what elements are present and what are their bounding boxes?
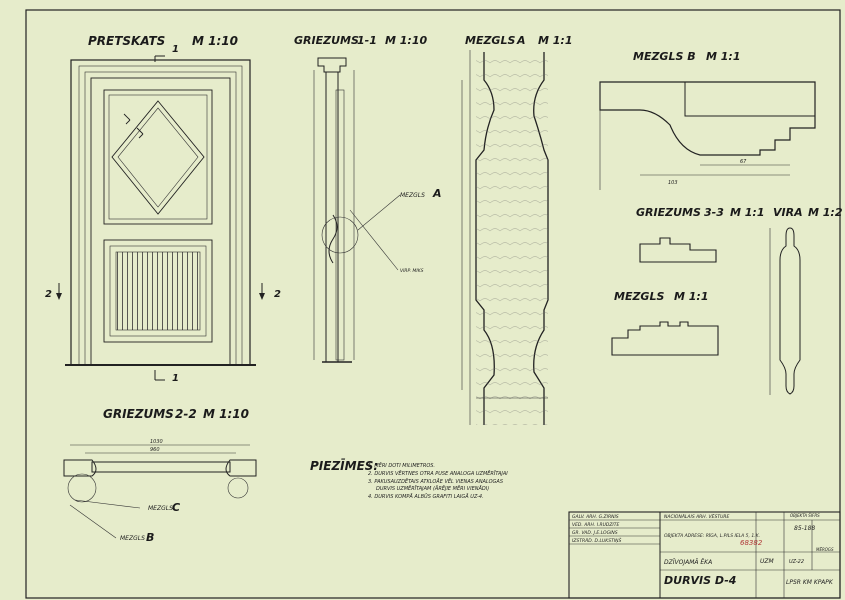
diamond-glazing <box>112 101 204 214</box>
callout-virp: VIRP. MIKS <box>400 269 424 274</box>
sheet-no: UZ-22 <box>789 559 805 565</box>
pretskats-title: PRETSKATS <box>88 34 166 48</box>
vira-title: VIRA <box>773 206 803 219</box>
upper-panel <box>104 90 212 224</box>
callout-mezgls-b: MEZGLS <box>120 535 145 542</box>
drawing-name: DZĪVOJAMĀ ĒKA <box>664 559 713 566</box>
gr33-scale: M 1:1 <box>730 206 765 219</box>
section-mark-2-left: 2 <box>45 289 52 300</box>
view-mezgls-b <box>600 50 815 190</box>
detail-a-circle <box>322 217 358 253</box>
gr22-dim-1030: 1030 <box>150 439 163 445</box>
gr22-number: 2-2 <box>175 407 197 421</box>
sheet-label: MĒROGS <box>816 547 834 552</box>
view-vira <box>770 206 843 395</box>
drawing-title: DURVIS D-4 <box>664 574 737 587</box>
note-4: DURVIS UZMĒRĪTAJAM (ĀRĒJIE MĒRI VIENĀDI) <box>376 486 490 492</box>
view-mezgls-c <box>612 290 718 355</box>
title-block <box>569 512 840 598</box>
object-code-label: OBJEKTA ŠIFRS <box>790 513 820 518</box>
callout-letter-b: B <box>146 531 155 544</box>
view-mezgls-a <box>462 34 572 425</box>
gr33-title: GRIEZUMS <box>636 206 701 219</box>
notes <box>310 459 508 500</box>
mezgls-b-scale: M 1:1 <box>706 50 741 63</box>
note-3: 3. PAKUSAUZDĒTAIS ATKLOĀE VĒL VIENAS ANALOGAS <box>368 479 504 485</box>
gr11-scale: M 1:10 <box>385 34 428 47</box>
role-3: GR. VAD. J.E.LOGINS <box>572 531 618 536</box>
role-2: VED. ARH. I.RUDZITE <box>572 523 620 528</box>
role-4: IZSTRĀD. D.LUKSTIŅŠ <box>572 539 622 544</box>
org: LPSR KM KPAPK <box>786 579 833 586</box>
callout-mezgls-a: MEZGLS <box>400 192 425 199</box>
mezgls-a-title: MEZGLS <box>465 34 516 47</box>
stage: UZM <box>760 558 774 565</box>
view-pretskats <box>45 34 281 384</box>
pretskats-scale: M 1:10 <box>192 34 238 48</box>
gr11-title: GRIEZUMS <box>294 34 359 47</box>
note-1: 1. MĒRI DOTI MILIMETROS. <box>368 463 436 469</box>
object-code: 85-188 <box>794 525 816 532</box>
object-address: OBJEKTA ADRESE: RĪGA, L.PILS IELA 5, 1.K. <box>664 534 761 539</box>
callout-letter-c: C <box>172 501 181 514</box>
b-dim-67: 67 <box>740 159 747 165</box>
gr22-title: GRIEZUMS <box>103 407 174 421</box>
section-mark-1-bottom: 1 <box>172 373 179 384</box>
section-mark-1-top: 1 <box>172 44 179 55</box>
mezgls-a-scale: M 1:1 <box>538 34 573 47</box>
notes-heading: PIEZĪMES: <box>310 459 379 473</box>
vira-scale: M 1:2 <box>808 206 843 219</box>
inventory-number: 68382 <box>740 539 763 547</box>
mezgls-c-title: MEZGLS <box>614 290 665 303</box>
note-2: 2. DURVIS VĒRTNES OTRA PUSE ANALOGA UZMĒRĪTAJAI <box>368 471 508 477</box>
mezgls-c-scale: M 1:1 <box>674 290 709 303</box>
hinge-drawing <box>780 228 800 394</box>
callout-mezgls-c: MEZGLS <box>148 505 173 512</box>
view-griezums-3-3 <box>636 206 764 262</box>
mezgls-a-letter: A <box>517 34 526 47</box>
object-label: NACIONĀLAIS ARH. VĒSTURE <box>664 515 730 520</box>
callout-letter-a: A <box>433 187 442 200</box>
gr22-dim-960: 960 <box>150 447 160 453</box>
view-griezums-1-1 <box>294 34 442 362</box>
role-1: GALV. ARH. G.ZIRNIS <box>572 515 619 520</box>
gr33-number: 3-3 <box>704 206 724 219</box>
section-mark-2-right: 2 <box>274 289 281 300</box>
vent-grill <box>116 252 200 330</box>
view-griezums-2-2 <box>64 407 256 544</box>
gr22-scale: M 1:10 <box>203 407 249 421</box>
b-dim-103: 103 <box>668 180 678 186</box>
gr11-number: 1-1 <box>357 34 377 47</box>
mezgls-b-title: MEZGLS B <box>633 50 696 63</box>
note-5: 4. DURVIS KOMPĀ ALBŪS GRAFITI LAIGĀ UZ-4. <box>368 494 484 500</box>
